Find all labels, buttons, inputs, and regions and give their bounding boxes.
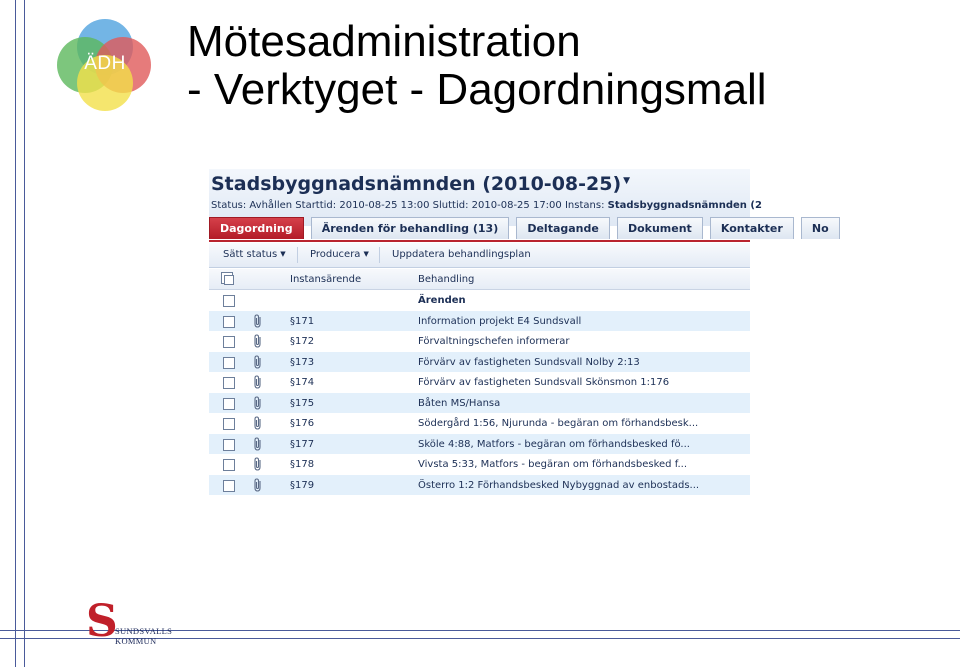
attachment-icon[interactable] — [252, 396, 264, 410]
item-title[interactable]: Förvärv av fastigheten Sundsvall Skönsmon 1:176 — [418, 377, 670, 388]
item-title[interactable]: Förvaltningschefen informerar — [418, 336, 570, 347]
tab-kontakter[interactable]: Kontakter — [710, 217, 794, 239]
meeting-status-line — [211, 200, 762, 211]
dropdown-arrow-icon: ▼ — [280, 250, 286, 258]
attachment-icon[interactable] — [252, 314, 264, 328]
row-checkbox[interactable] — [223, 418, 235, 430]
group-row-arenden — [209, 290, 750, 311]
table-row[interactable] — [209, 454, 750, 475]
table-row[interactable] — [209, 372, 750, 393]
tab-arenden-for-behandling[interactable]: Ärenden för behandling (13) — [311, 217, 510, 239]
start-value: 2010-08-25 13:00 — [339, 200, 430, 211]
tab-bar-underline — [209, 240, 750, 242]
sundsvalls-kommun-logo — [86, 596, 186, 648]
table-row[interactable] — [209, 331, 750, 352]
tab-dokument[interactable]: Dokument — [617, 217, 703, 239]
adh-logo-text: ÄDH — [84, 53, 126, 74]
slide-title-line2: - Verktyget - Dagordningsmall — [187, 65, 767, 114]
instance-label: Instans: — [564, 200, 605, 211]
section-number[interactable]: §173 — [290, 356, 315, 368]
table-row[interactable] — [209, 352, 750, 373]
attachment-icon[interactable] — [252, 375, 264, 389]
section-number[interactable]: §174 — [290, 377, 315, 388]
instance-value: Stadsbyggnadsnämnden (2 — [607, 200, 762, 211]
group-label: Ärenden — [418, 295, 466, 306]
section-number[interactable]: §171 — [290, 315, 315, 327]
row-checkbox[interactable] — [223, 336, 235, 348]
frame-line-left-outer — [15, 0, 16, 667]
start-label: Starttid: — [295, 200, 337, 211]
section-number[interactable]: §175 — [290, 397, 315, 409]
row-checkbox[interactable] — [223, 459, 235, 471]
item-title[interactable]: Förvärv av fastigheten Sundsvall Nolby 2:13 — [418, 356, 640, 368]
table-row[interactable] — [209, 311, 750, 332]
end-value: 2010-08-25 17:00 — [471, 200, 562, 211]
status-label: Status: — [211, 200, 247, 211]
section-number[interactable]: §176 — [290, 418, 315, 429]
toolbar — [209, 243, 750, 268]
chevron-down-icon[interactable]: ▼ — [623, 176, 631, 186]
item-title[interactable]: Information projekt E4 Sundsvall — [418, 315, 582, 327]
adh-logo — [57, 17, 153, 113]
kommun-logo-mark: S — [86, 596, 118, 647]
slide-title-line1: Mötesadministration — [187, 17, 581, 66]
row-checkbox[interactable] — [223, 439, 235, 451]
item-title[interactable]: Båten MS/Hansa — [418, 397, 501, 409]
column-header-instance[interactable]: Instansärende — [290, 274, 362, 285]
section-number[interactable]: §177 — [290, 438, 315, 450]
tab-dagordning[interactable]: Dagordning — [209, 217, 304, 239]
attachment-icon[interactable] — [252, 437, 264, 451]
tab-no[interactable]: No — [801, 217, 840, 239]
item-title[interactable]: Österro 1:2 Förhandsbesked Nybyggnad av enbostads... — [418, 479, 700, 491]
meeting-title[interactable]: Stadsbyggnadsnämnden (2010-08-25) ▼ — [211, 173, 631, 195]
update-plan-button[interactable]: Uppdatera behandlingsplan — [392, 249, 531, 260]
row-checkbox[interactable] — [223, 316, 235, 328]
row-checkbox[interactable] — [223, 357, 235, 369]
end-label: Sluttid: — [432, 200, 469, 211]
section-number[interactable]: §178 — [290, 459, 315, 470]
table-row[interactable] — [209, 393, 750, 414]
attachment-icon[interactable] — [252, 478, 264, 492]
frame-line-left-inner — [24, 0, 25, 667]
set-status-button[interactable]: Sätt status ▼ — [223, 249, 286, 260]
item-title[interactable]: Vivsta 5:33, Matfors - begäran om förhandsbesked f... — [418, 459, 688, 470]
tab-bar — [209, 217, 842, 241]
row-checkbox[interactable] — [223, 480, 235, 492]
item-title[interactable]: Sköle 4:88, Matfors - begäran om förhandsbesked fö... — [418, 438, 690, 450]
attachment-icon[interactable] — [252, 355, 264, 369]
row-checkbox[interactable] — [223, 377, 235, 389]
toolbar-separator — [297, 247, 298, 263]
agenda-grid — [209, 269, 750, 495]
tab-deltagande[interactable]: Deltagande — [516, 217, 610, 239]
section-number[interactable]: §179 — [290, 479, 315, 491]
row-checkbox[interactable] — [223, 295, 235, 307]
section-number[interactable]: §172 — [290, 336, 315, 347]
attachment-icon[interactable] — [252, 416, 264, 430]
attachment-icon[interactable] — [252, 457, 264, 471]
kommun-logo-text: SUNDSVALLS KOMMUN — [115, 626, 173, 646]
app-screenshot — [209, 169, 829, 496]
row-checkbox[interactable] — [223, 398, 235, 410]
dropdown-arrow-icon: ▼ — [363, 250, 369, 258]
attachment-icon[interactable] — [252, 334, 264, 348]
status-value: Avhållen — [249, 200, 293, 211]
grid-header-row — [209, 269, 750, 290]
select-all-checkbox[interactable] — [221, 272, 233, 284]
toolbar-separator — [379, 247, 380, 263]
produce-button[interactable]: Producera ▼ — [310, 249, 369, 260]
table-row[interactable] — [209, 475, 750, 496]
item-title[interactable]: Södergård 1:56, Njurunda - begäran om förhandsbesk... — [418, 418, 699, 429]
slide-title — [187, 18, 767, 114]
table-row[interactable] — [209, 413, 750, 434]
column-header-treatment[interactable]: Behandling — [418, 274, 475, 285]
table-row[interactable] — [209, 434, 750, 455]
